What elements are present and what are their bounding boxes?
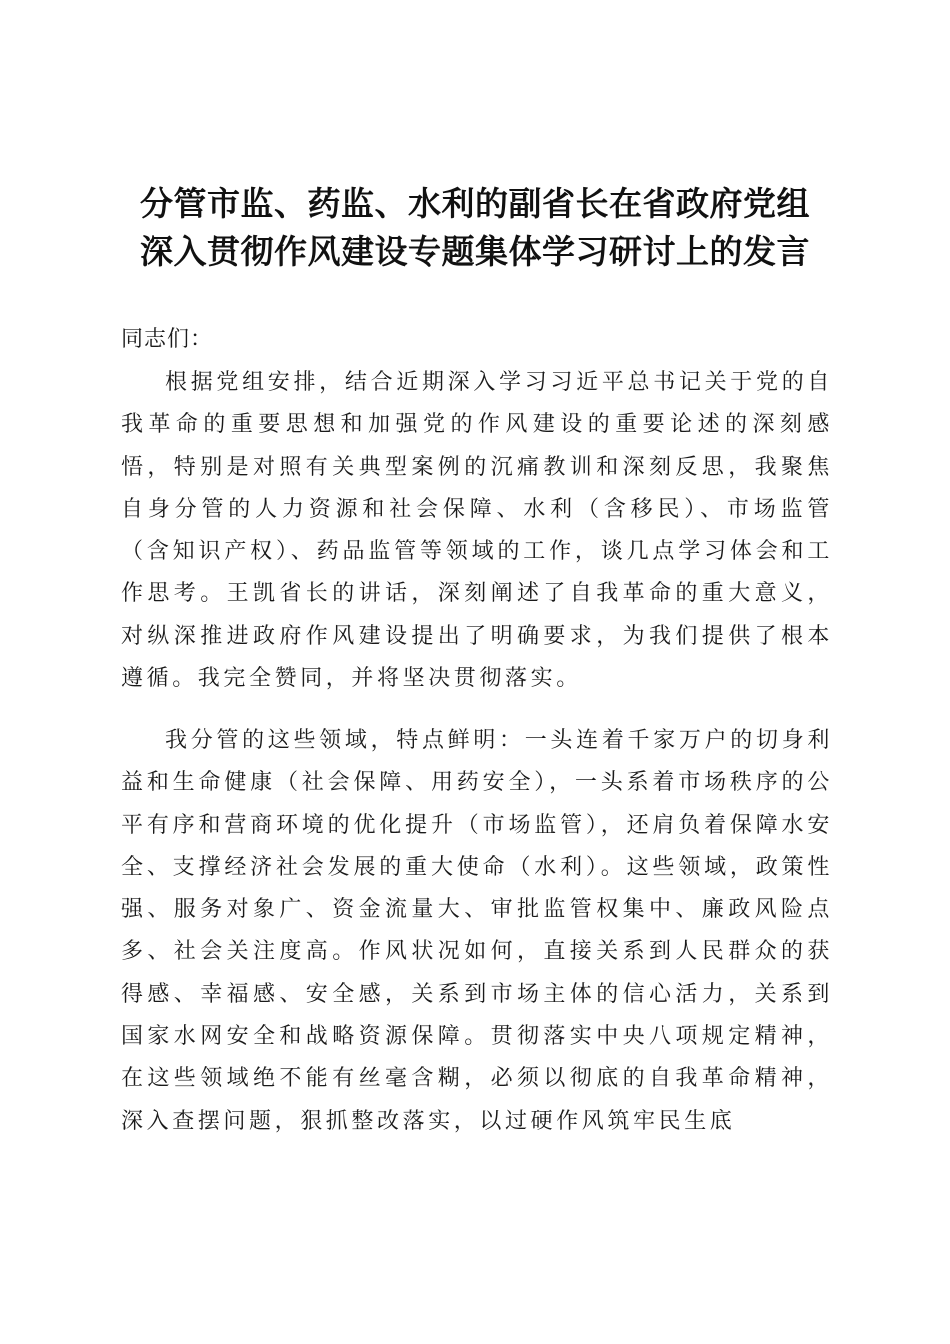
body-paragraph-1-block bbox=[121, 362, 833, 700]
body-paragraph: 根据党组安排，结合近期深入学习习近平总书记关于党的自我革命的重要思想和加强党的作风建设的重要论述的深刻感悟，特别是对照有关典型案例的沉痛教训和深刻反思，我聚焦自身分管的人力资源和社会保障、水利（含移民）、市场监管（含知识产权）、药品监管等领域的工作，谈几点学习体会和工作思考。王凯省长的讲话，深刻阐述了自我革命的重大意义，对纵深推进政府作风建设提出了明确要求，为我们提供了根本遵循。我完全赞同，并将坚决贯彻落实。 bbox=[121, 370, 833, 692]
body-paragraph: 我分管的这些领域，特点鲜明：一头连着千家万户的切身利益和生命健康（社会保障、用药安全），一头系着市场秩序的公平有序和营商环境的优化提升（市场监管），还肩负着保障水安全、支撑经济社会发展的重大使命（水利）。这些领域，政策性强、服务对象广、资金流量大、审批监管权集中、廉政风险点多、社会关注度高。作风状况如何，直接关系到人民群众的获得感、幸福感、安全感，关系到市场主体的信心活力，关系到国家水网安全和战略资源保障。贯彻落实中央八项规定精神，在这些领域绝不能有丝毫含糊，必须以彻底的自我革命精神，深入查摆问题，狠抓整改落实，以过硬作风筑牢民生底 bbox=[121, 728, 833, 1134]
document-title-line-2: 深入贯彻作风建设专题集体学习研讨上的发言 bbox=[140, 232, 810, 271]
salutation: 同志们： bbox=[121, 327, 214, 352]
document-title-line-1: 分管市监、药监、水利的副省长在省政府党组 bbox=[140, 184, 810, 223]
body-paragraph-2-block bbox=[121, 720, 833, 1143]
